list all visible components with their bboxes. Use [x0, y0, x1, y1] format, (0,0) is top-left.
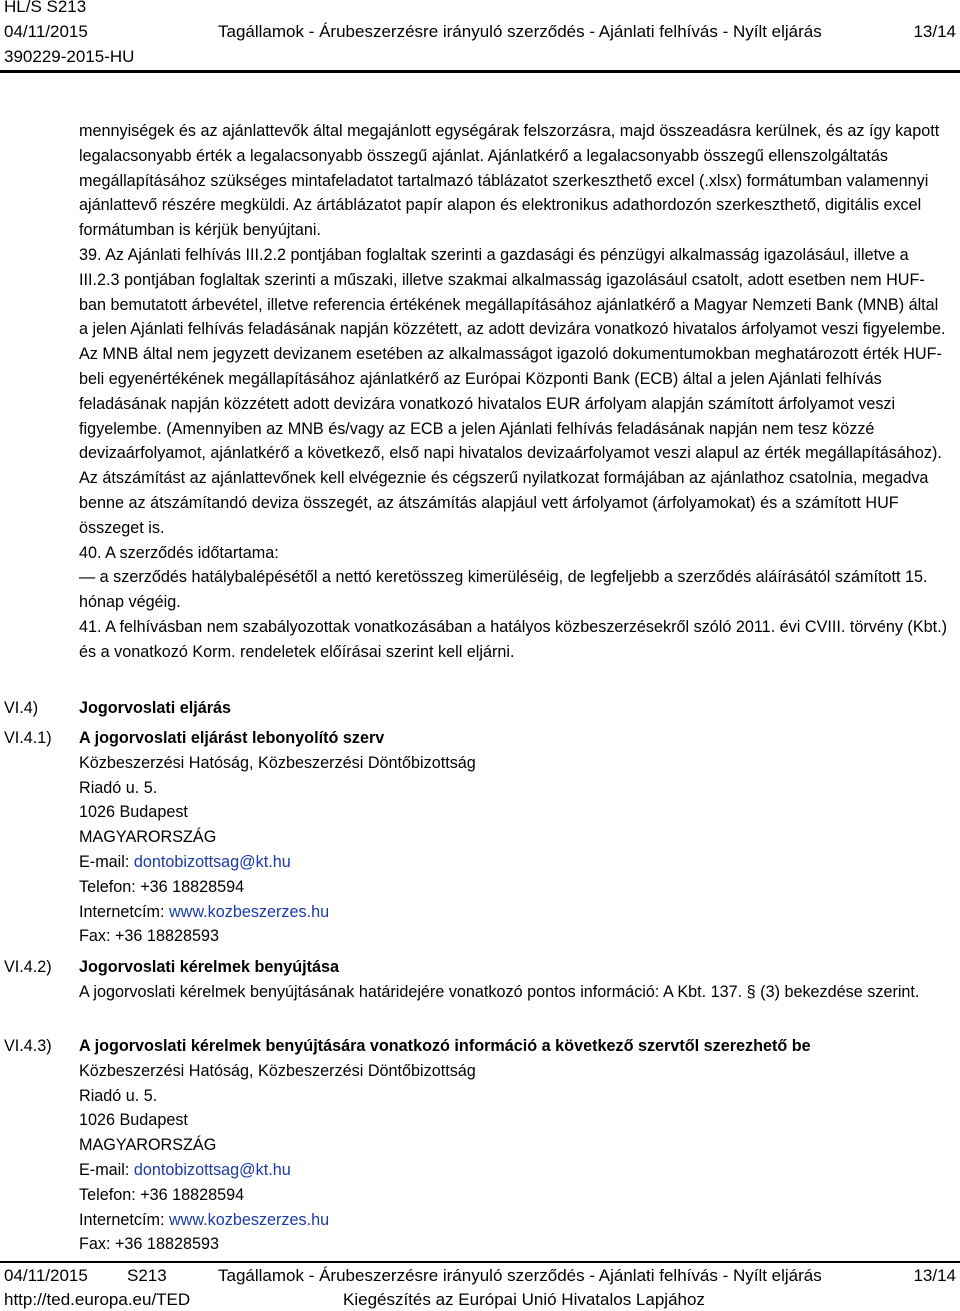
- footer-series: S213: [127, 1266, 167, 1285]
- info-body-email-row: [79, 1158, 947, 1183]
- info-body-fax: Fax: +36 18828593: [79, 1235, 219, 1254]
- paragraph-39: 39. Az Ajánlati felhívás III.2.2 pontjában foglaltak szerinti a gazdasági és pénzügyi alkalmasság igazolásául, illetve a III.2.3 pontjában foglaltak szerinti a műszaki, illetve szakmai alkalmasság igazolásául csatolt, adott esetben nem HUF-ban bemutatott árbevétel, illetve referencia értékének megállapításához ajánlatkérő a Magyar Nemzeti Bank (MNB) által a jelen Ajánlati felhívás feladásának napján közzétett, az adott devizára vonatkozó hivatalos árfolyamot veszi figyelembe. Az MNB által nem jegyzett devizanem esetében az alkalmasságot igazoló dokumentumokban meghatározott érték HUF-beli egyenértékének megállapításához ajánlatkérő az Európai Központi Bank (ECB) által a jelen Ajánlati felhívás feladásának napján közzétett adott devizára vonatkozó hivatalos EUR árfolyam alapján számított árfolyamot veszi figyelembe. (Amennyiben az MNB és/vagy az ECB a jelen Ajánlati felhívás feladásának napján nem tesz közzé devizaárfolyamot, ajánlatkérő a következő, első napi hivatalos devizaárfolyamot veszi alapul az érték megállapításához).: [79, 245, 946, 463]
- paragraph-40-heading: 40. A szerződés időtartama:: [79, 543, 279, 562]
- review-body-city: 1026 Budapest: [79, 803, 188, 822]
- section-title-vi4: Jogorvoslati eljárás: [79, 699, 232, 717]
- header-date: 04/11/2015: [4, 22, 88, 41]
- footer-page: 13/14: [913, 1266, 956, 1285]
- header-series: HL/S S213: [4, 0, 87, 16]
- review-body-phone: Telefon: +36 18828594: [79, 877, 245, 896]
- info-body-city: 1026 Budapest: [79, 1111, 188, 1130]
- review-body-email-row: [79, 850, 947, 875]
- header-doc-id: 390229-2015-HU: [4, 47, 135, 66]
- paragraph-40-duration: — a szerződés hatálybalépésétől a nettó keretösszeg kimerüléséig, de legfeljebb a szerződés aláírásától számított 15. hónap végéig.: [79, 568, 928, 612]
- section-number-vi4: VI.4): [4, 699, 39, 717]
- info-body-name: Közbeszerzési Hatóság, Közbeszerzési Döntőbizottság: [79, 1061, 476, 1080]
- section-vi42: [79, 955, 947, 1005]
- web-label: Internetcím:: [79, 902, 169, 921]
- review-body-street: Riadó u. 5.: [79, 778, 158, 797]
- web-link[interactable]: www.kozbeszerzes.hu: [168, 1210, 330, 1229]
- header-page: 13/14: [913, 22, 956, 41]
- review-body-web-row: [79, 900, 947, 925]
- info-body-country: MAGYARORSZÁG: [79, 1136, 217, 1155]
- footer-publisher: Kiegészítés az Európai Unió Hivatalos Lapjához: [343, 1290, 705, 1309]
- section-vi4: [79, 696, 947, 721]
- section-vi43: [79, 1034, 947, 1257]
- appeal-deadline-text: A jogorvoslati kérelmek benyújtásának határidejére vonatkozó pontos információ: A Kbt. 137. § (3) bekezdése szerint.: [79, 982, 920, 1001]
- section-title-vi41: A jogorvoslati eljárást lebonyolító szerv: [79, 729, 385, 747]
- email-label: E-mail:: [79, 852, 134, 871]
- paragraph-conversion: Az átszámítást az ajánlattevőnek kell elvégeznie és cégszerű nyilatkozat formájában az ajánlathoz csatolnia, megadva benne az átszámítandó deviza összegét, az átszámítás alapjául vett árfolyamot (árfolyamokat) és a számított HUF összeget is.: [79, 469, 929, 537]
- section-number-vi42: VI.4.2): [4, 958, 52, 976]
- email-link[interactable]: dontobizottsag@kt.hu: [133, 1160, 291, 1179]
- paragraph-41: 41. A felhívásban nem szabályozottak vonatkozásában a hatályos közbeszerzésekről szóló 2011. évi CVIII. törvény (Kbt.) és a vonatkozó Korm. rendeletek előírásai szerint kell eljárni.: [79, 617, 948, 661]
- footer-url[interactable]: http://ted.europa.eu/TED: [4, 1290, 191, 1309]
- section-number-vi43: VI.4.3): [4, 1037, 52, 1055]
- header-divider: [0, 70, 960, 73]
- email-link[interactable]: dontobizottsag@kt.hu: [133, 852, 291, 871]
- footer-divider: [0, 1261, 960, 1263]
- review-body-fax: Fax: +36 18828593: [79, 927, 219, 946]
- section-title-vi43: A jogorvoslati kérelmek benyújtására vonatkozó információ a következő szervtől szerezhető be: [79, 1037, 811, 1055]
- email-label: E-mail:: [79, 1160, 134, 1179]
- section-title-vi42: Jogorvoslati kérelmek benyújtása: [79, 958, 340, 976]
- paragraph-price-evaluation: mennyiségek és az ajánlattevők által megajánlott egységárak felszorzásra, majd összeadásra kerülnek, és az így kapott legalacsonyabb érték a legalacsonyabb összegű ajánlat. Ajánlatkérő a legalacsonyabb összegű ellenszolgáltatás megállapításához szükséges mintafeladatot tartalmazó táblázatot szerkeszthető excel (.xlsx) formátumban valamennyi ajánlattevő részére megküldi. Az ártáblázatot papír alapon és elektronikus adathordozón szerkeszthető, digitális excel formátumban is kérjük benyújtani.: [79, 122, 940, 240]
- info-body-phone: Telefon: +36 18828594: [79, 1185, 245, 1204]
- footer-date: 04/11/2015: [4, 1266, 88, 1285]
- header-title: Tagállamok - Árubeszerzésre irányuló szerződés - Ajánlati felhívás - Nyílt eljárás: [218, 22, 822, 41]
- review-body-name: Közbeszerzési Hatóság, Közbeszerzési Döntőbizottság: [79, 753, 476, 772]
- footer-title: Tagállamok - Árubeszerzésre irányuló szerződés - Ajánlati felhívás - Nyílt eljárás: [218, 1266, 822, 1285]
- info-body-web-row: [79, 1208, 947, 1233]
- review-body-country: MAGYARORSZÁG: [79, 828, 217, 847]
- web-label: Internetcím:: [79, 1210, 169, 1229]
- web-link[interactable]: www.kozbeszerzes.hu: [168, 902, 330, 921]
- section-vi41: [79, 726, 947, 949]
- body-text: [79, 119, 947, 665]
- section-number-vi41: VI.4.1): [4, 729, 52, 747]
- info-body-street: Riadó u. 5.: [79, 1086, 158, 1105]
